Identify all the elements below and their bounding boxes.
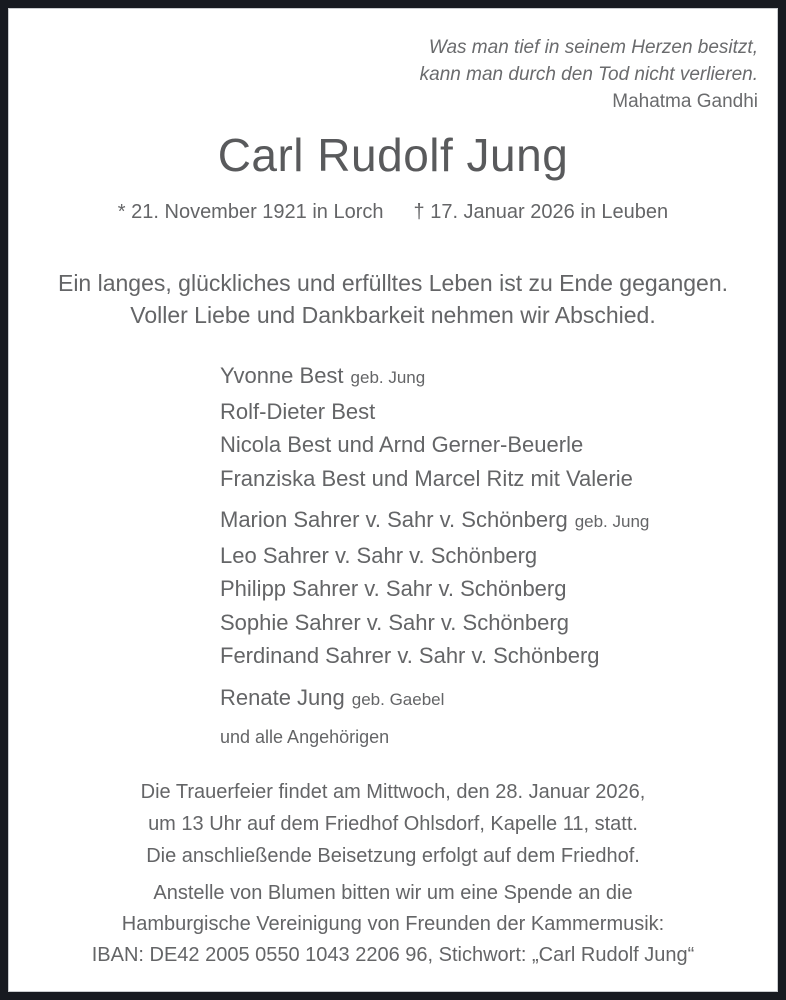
mourner-entry bbox=[220, 395, 778, 429]
mourner-entry bbox=[220, 606, 778, 640]
quote-line-1: Was man tief in seinem Herzen besitzt, bbox=[428, 37, 758, 58]
intro-line-1: Ein langes, glückliches und erfülltes Leben ist zu Ende gegangen. bbox=[57, 270, 728, 296]
quote-line-2: kann man durch den Tod nicht verlieren. bbox=[419, 64, 758, 85]
mourner-name: Leo Sahrer v. Sahr v. Schönberg bbox=[220, 542, 538, 568]
mourner-entry bbox=[220, 681, 778, 717]
mourner-entry bbox=[220, 462, 778, 496]
service-line-1: Die Trauerfeier findet am Mittwoch, den 28. Januar 2026, bbox=[140, 781, 646, 803]
mourner-entry bbox=[220, 572, 778, 606]
maiden-name-suffix: geb. Gaebel bbox=[351, 689, 445, 709]
memorial-quote bbox=[8, 34, 778, 115]
mourner-group-best bbox=[220, 359, 778, 495]
intro-text bbox=[8, 267, 778, 331]
mourners-closing: und alle Angehörigen bbox=[220, 727, 390, 747]
mourner-name: Sophie Sahrer v. Sahr v. Schönberg bbox=[220, 609, 569, 635]
service-line-2: um 13 Uhr auf dem Friedhof Ohlsdorf, Kapelle 11, statt. bbox=[148, 813, 638, 835]
donation-line-2: Hamburgische Vereinigung von Freunden der Kammermusik: bbox=[121, 913, 665, 935]
mourner-entry bbox=[220, 539, 778, 573]
mourner-entry bbox=[220, 428, 778, 462]
maiden-name-suffix: geb. Jung bbox=[574, 512, 650, 531]
mourner-entry bbox=[220, 639, 778, 673]
service-info bbox=[8, 776, 778, 872]
mourner-name: Franziska Best und Marcel Ritz mit Valerie bbox=[220, 465, 633, 491]
donation-line-3: IBAN: DE42 2005 0550 1043 2206 96, Stichwort: „Carl Rudolf Jung“ bbox=[91, 944, 695, 966]
mourner-name: Yvonne Best bbox=[220, 363, 344, 388]
life-dates bbox=[8, 199, 778, 225]
mourner-name: Philipp Sahrer v. Sahr v. Schönberg bbox=[220, 576, 567, 601]
quote-attribution: Mahatma Gandhi bbox=[612, 91, 758, 112]
mourner-name: Renate Jung bbox=[220, 684, 345, 710]
donation-info bbox=[8, 878, 778, 971]
mourner-group-jung bbox=[220, 681, 778, 717]
mourner-name: Nicola Best und Arnd Gerner-Beuerle bbox=[220, 432, 584, 457]
obituary-sheet bbox=[8, 8, 778, 992]
maiden-name-suffix: geb. Jung bbox=[350, 368, 426, 387]
mourner-entry bbox=[220, 359, 778, 395]
birth-date: * 21. November 1921 in Lorch bbox=[117, 201, 384, 223]
mourner-entry bbox=[220, 503, 778, 539]
deceased-name: Carl Rudolf Jung bbox=[217, 129, 569, 181]
mourner-name: Rolf-Dieter Best bbox=[220, 398, 376, 424]
mourner-name: Marion Sahrer v. Sahr v. Schönberg bbox=[220, 507, 568, 532]
mourners-list bbox=[220, 359, 778, 750]
service-line-3: Die anschließende Beisetzung erfolgt auf dem Friedhof. bbox=[146, 845, 640, 867]
mourner-name: Ferdinand Sahrer v. Sahr v. Schönberg bbox=[220, 643, 600, 668]
donation-line-1: Anstelle von Blumen bitten wir um eine Spende an die bbox=[153, 882, 633, 904]
death-date: † 17. Januar 2026 in Leuben bbox=[413, 201, 669, 223]
intro-line-2: Voller Liebe und Dankbarkeit nehmen wir Abschied. bbox=[130, 302, 656, 328]
mourner-group-sahrer bbox=[220, 503, 778, 673]
